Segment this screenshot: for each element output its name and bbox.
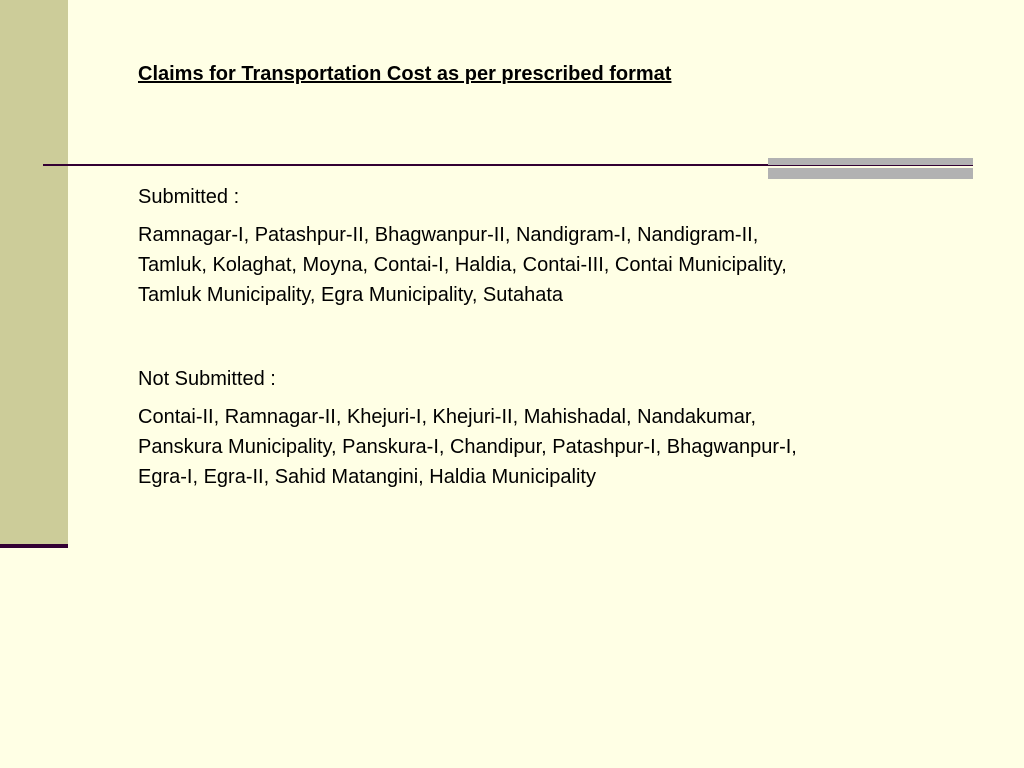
submitted-list: Ramnagar-I, Patashpur-II, Bhagwanpur-II, Nandigram-I, Nandigram-II, Tamluk, Kolaghat, Moyna, Contai-I, Haldia, Contai-III, Contai Municipality, Tamluk Municipality, Egra Municipality, Sutahata xyxy=(138,224,787,306)
slide-content xyxy=(138,182,798,500)
section-spacer xyxy=(138,318,798,364)
left-band-underline xyxy=(0,544,68,548)
slide-title: Claims for Transportation Cost as per prescribed format xyxy=(138,63,672,85)
submitted-heading: Submitted : xyxy=(138,186,240,208)
left-decorative-band xyxy=(0,0,68,545)
accent-bar-top xyxy=(768,158,973,165)
accent-bars xyxy=(768,158,973,179)
not-submitted-list: Contai-II, Ramnagar-II, Khejuri-I, Khejuri-II, Mahishadal, Nandakumar, Panskura Municipality, Panskura-I, Chandipur, Patashpur-I, Bhagwanpur-I, Egra-I, Egra-II, Sahid Matangini, Haldia Municipality xyxy=(138,406,797,488)
not-submitted-heading: Not Submitted : xyxy=(138,368,276,390)
accent-bar-bottom xyxy=(768,168,973,179)
